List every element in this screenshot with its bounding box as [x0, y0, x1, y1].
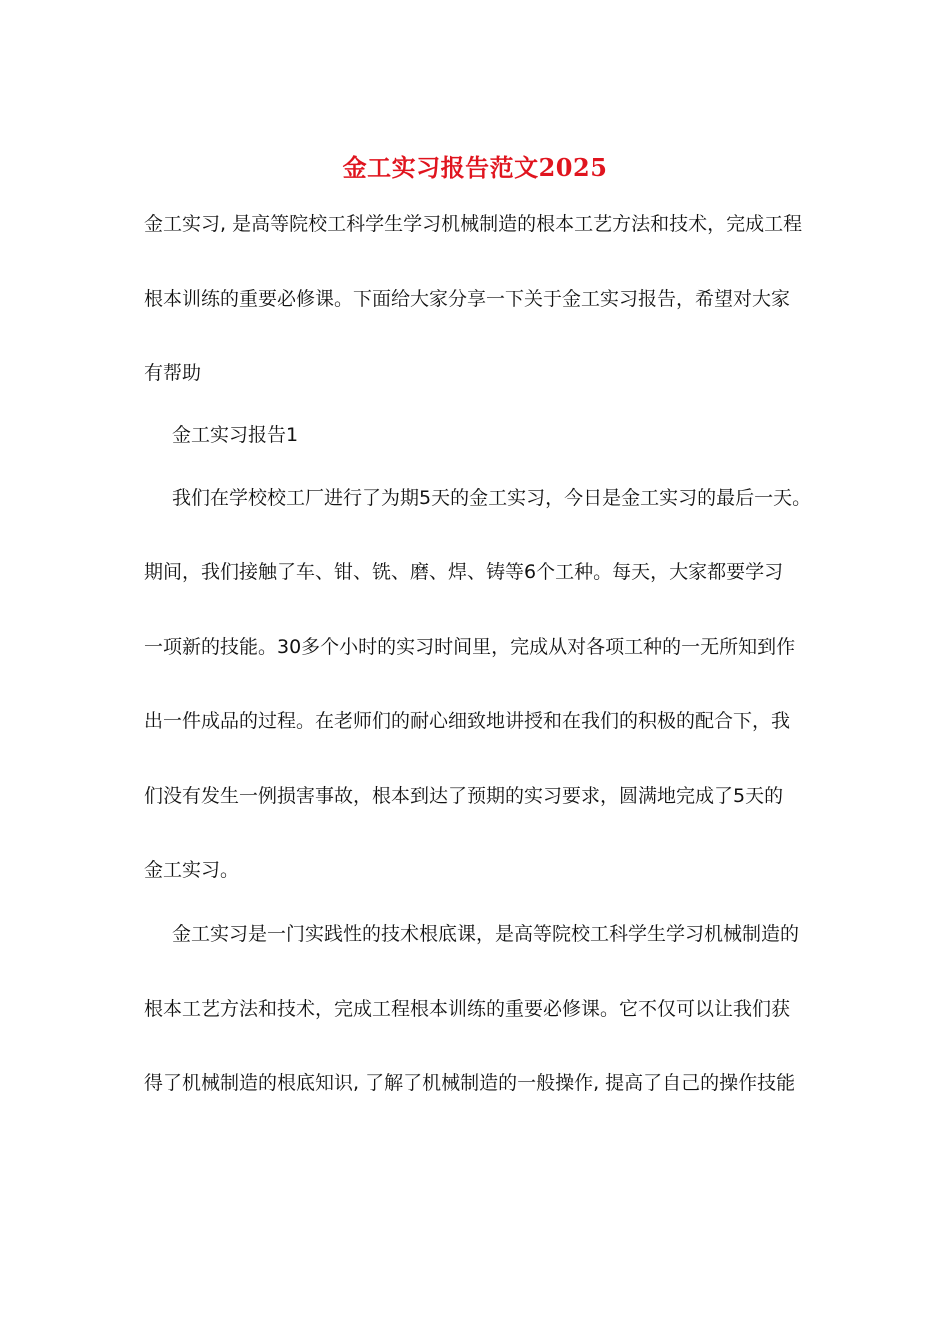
paragraph-1-line-6: 金工实习。 [144, 859, 240, 881]
paragraph-1-line-2: 期间，我们接触了车、钳、铣、磨、焊、铸等6个工种。每天，大家都要学习 [144, 561, 784, 583]
paragraph-2-line-3: 得了机械制造的根底知识, 了解了机械制造的一般操作, 提高了自己的操作技能 [144, 1072, 796, 1094]
paragraph-1-line-1: 我们在学校校工厂进行了为期5天的金工实习，今日是金工实习的最后一天。 [172, 487, 812, 509]
section-heading: 金工实习报告1 [172, 424, 299, 446]
paragraph-2-line-2: 根本工艺方法和技术，完成工程根本训练的重要必修课。它不仅可以让我们获 [144, 998, 791, 1020]
paragraph-1-line-3: 一项新的技能。30多个小时的实习时间里，完成从对各项工种的一无所知到作 [144, 636, 796, 658]
intro-line-3: 有帮助 [144, 362, 202, 384]
paragraph-1-line-5: 们没有发生一例损害事故，根本到达了预期的实习要求，圆满地完成了5天的 [144, 785, 784, 807]
intro-line-2: 根本训练的重要必修课。下面给大家分享一下关于金工实习报告，希望对大家 [144, 288, 791, 310]
intro-line-1: 金工实习, 是高等院校工科学生学习机械制造的根本工艺方法和技术，完成工程 [144, 213, 803, 235]
paragraph-1-line-4: 出一件成品的过程。在老师们的耐心细致地讲授和在我们的积极的配合下，我 [144, 710, 791, 732]
document-title: 金工实习报告范文2025 [342, 153, 608, 182]
paragraph-2-line-1: 金工实习是一门实践性的技术根底课，是高等院校工科学生学习机械制造的 [172, 923, 800, 945]
